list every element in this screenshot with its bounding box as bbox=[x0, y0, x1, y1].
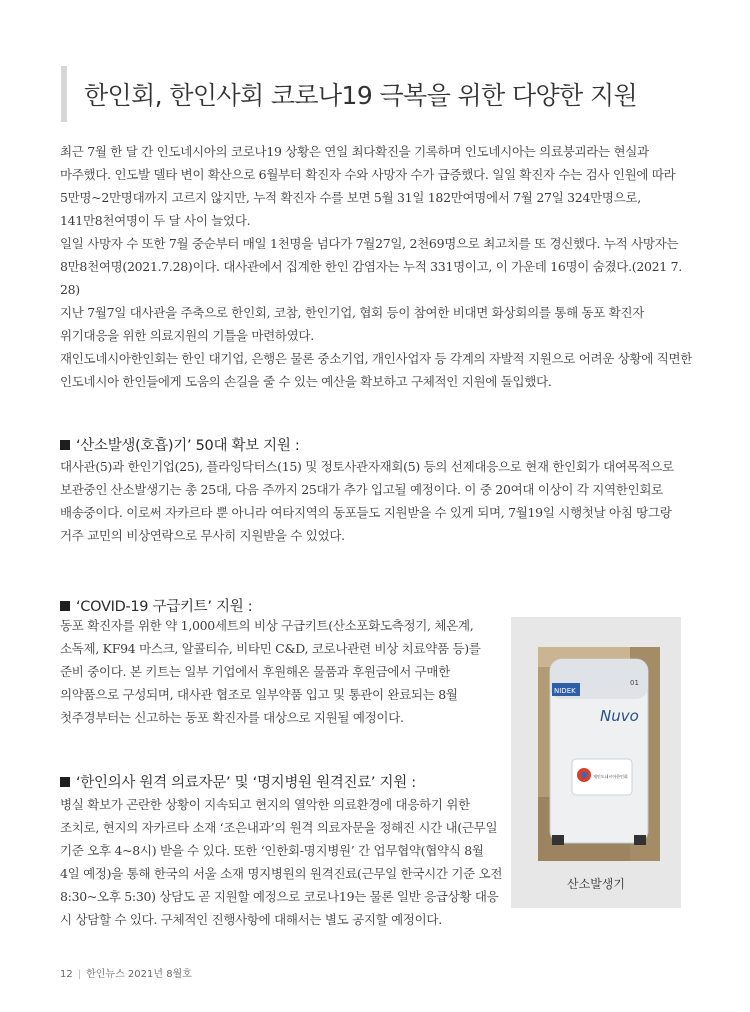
page-footer bbox=[60, 965, 192, 980]
footer-separator: | bbox=[77, 969, 82, 980]
model-label: Nuvo bbox=[600, 707, 639, 725]
photo-caption: 산소발생기 bbox=[567, 877, 625, 891]
publication-name: 한인뉴스 2021년 8월호 bbox=[86, 969, 192, 980]
sticker-label: 재인도네시아한인회 bbox=[593, 774, 628, 779]
intro-paragraph-2: 일일 사망자 수 또한 7월 중순부터 매일 1천명을 넘다가 7월27일, 2천69명으로 최고치를 또 경신했다. 누적 사망자는 8만8천여명(2021.7.28)이다. 대사관에서 집계한 한인 감염자는 누적 331명이고, 이 가운데 16명이 숨졌다.(2021 7. 28) bbox=[60, 236, 682, 297]
square-bullet-icon bbox=[60, 601, 70, 611]
intro-paragraph-1: 최근 7월 한 달 간 인도네시아의 코로나19 상황은 연일 최다확진을 기록하며 인도네시아는 의료붕괴라는 현실과 마주했다. 인도발 델타 변이 확산으로 6월부터 확진자 수와 사망자 수가 급증했다. 일일 확진자 수는 검사 인원에 따라 5만명~2만명대까지 고르지 않지만, 누적 확진자 수를 보면 5월 31일 182만여명에서 7월 27일 324만명으로, 141만8천여명이 두 달 사이 늘었다. bbox=[60, 144, 676, 228]
photo-panel bbox=[511, 617, 681, 908]
page-number: 12 bbox=[60, 969, 73, 980]
page-title: 한인회, 한인사회 코로나19 극복을 위한 다양한 지원 bbox=[84, 81, 638, 110]
intro-paragraph-4: 재인도네시아한인회는 한인 대기업, 은행은 물론 중소기업, 개인사업자 등 각계의 자발적 지원으로 어려운 상황에 직면한 인도네시아 한인들에게 도움의 손길을 줄 수 있는 예산을 확보하고 구체적인 지원에 돌입했다. bbox=[60, 351, 693, 389]
oxygen-concentrator-image bbox=[538, 647, 660, 861]
unit-tag: 01 bbox=[630, 679, 639, 687]
section-heading-telemedicine bbox=[60, 771, 416, 792]
title-accent-bar bbox=[61, 66, 67, 122]
square-bullet-icon bbox=[60, 440, 70, 450]
section-body-kit: 동포 확진자를 위한 약 1,000세트의 비상 구급키트(산소포화도측정기, 체온계, 소독제, KF94 마스크, 알콜티슈, 비타민 C&D, 코로나관련 비상 치료약품 등)를 준비 중이다. 본 키트는 일부 기업에서 후원해온 물품과 후원금에서 구매한 의약품으로 구성되며, 대사관 협조로 일부약품 입고 및 통관이 완료되는 8월 첫주경부터는 신고하는 동포 확진자를 대상으로 지원될 예정이다. bbox=[60, 618, 481, 725]
section-heading-text: ‘한인의사 원격 의료자문’ 및 ‘명지병원 원격진료’ 지원 : bbox=[76, 775, 416, 791]
brand-label: NIDEK bbox=[554, 687, 576, 695]
section-body-oxygen: 대사관(5)과 한인기업(25), 플라잉닥터스(15) 및 정토사관자재회(5) 등의 선제대응으로 현재 한인회가 대여목적으로 보관중인 산소발생기는 총 25대, 다음 주까지 25대가 추가 입고될 예정이다. 이 중 20여대 이상이 각 지역한인회로 배송중이다. 이로써 자카르타 뿐 아니라 여타지역의 동포들도 지원받을 수 있게 되며, 7월19일 시행첫날 아침 땅그랑 거주 교민의 비상연락으로 무사히 지원받을 수 있었다. bbox=[60, 459, 674, 543]
section-heading-kit bbox=[60, 595, 252, 616]
intro-paragraph-3: 지난 7월7일 대사관을 주축으로 한인회, 코참, 한인기업, 협회 등이 참여한 비대면 화상회의를 통해 동포 확진자 위기대응을 위한 의료지원의 기틀을 마련하였다. bbox=[60, 305, 645, 343]
section-heading-text: ‘COVID-19 구급키트’ 지원 : bbox=[76, 599, 253, 615]
square-bullet-icon bbox=[60, 777, 70, 787]
oxygen-concentrator-photo bbox=[538, 647, 660, 861]
section-heading-oxygen bbox=[60, 434, 300, 455]
section-body-telemedicine: 병실 확보가 곤란한 상황이 지속되고 현지의 열악한 의료환경에 대응하기 위한 조치로, 현지의 자카르타 소재 ‘조은내과’의 원격 의료자문을 정해진 시간 내(근무일 기준 오후 4~8시) 받을 수 있다. 또한 ‘인한회-명지병원’ 간 업무협약(협약식 8월 4일 예정)을 통해 한국의 서울 소재 명지병원의 원격진료(근무일 한국시간 기준 오전 8:30~오후 5:30) 상담도 곧 지원할 예정으로 코로나19는 물론 일반 응급상황 대응 시 상담할 수 있다. 구체적인 진행사항에 대해서는 별도 공지할 예정이다. bbox=[60, 797, 503, 927]
section-heading-text: ‘산소발생(호흡)기’ 50대 확보 지원 : bbox=[76, 438, 300, 454]
